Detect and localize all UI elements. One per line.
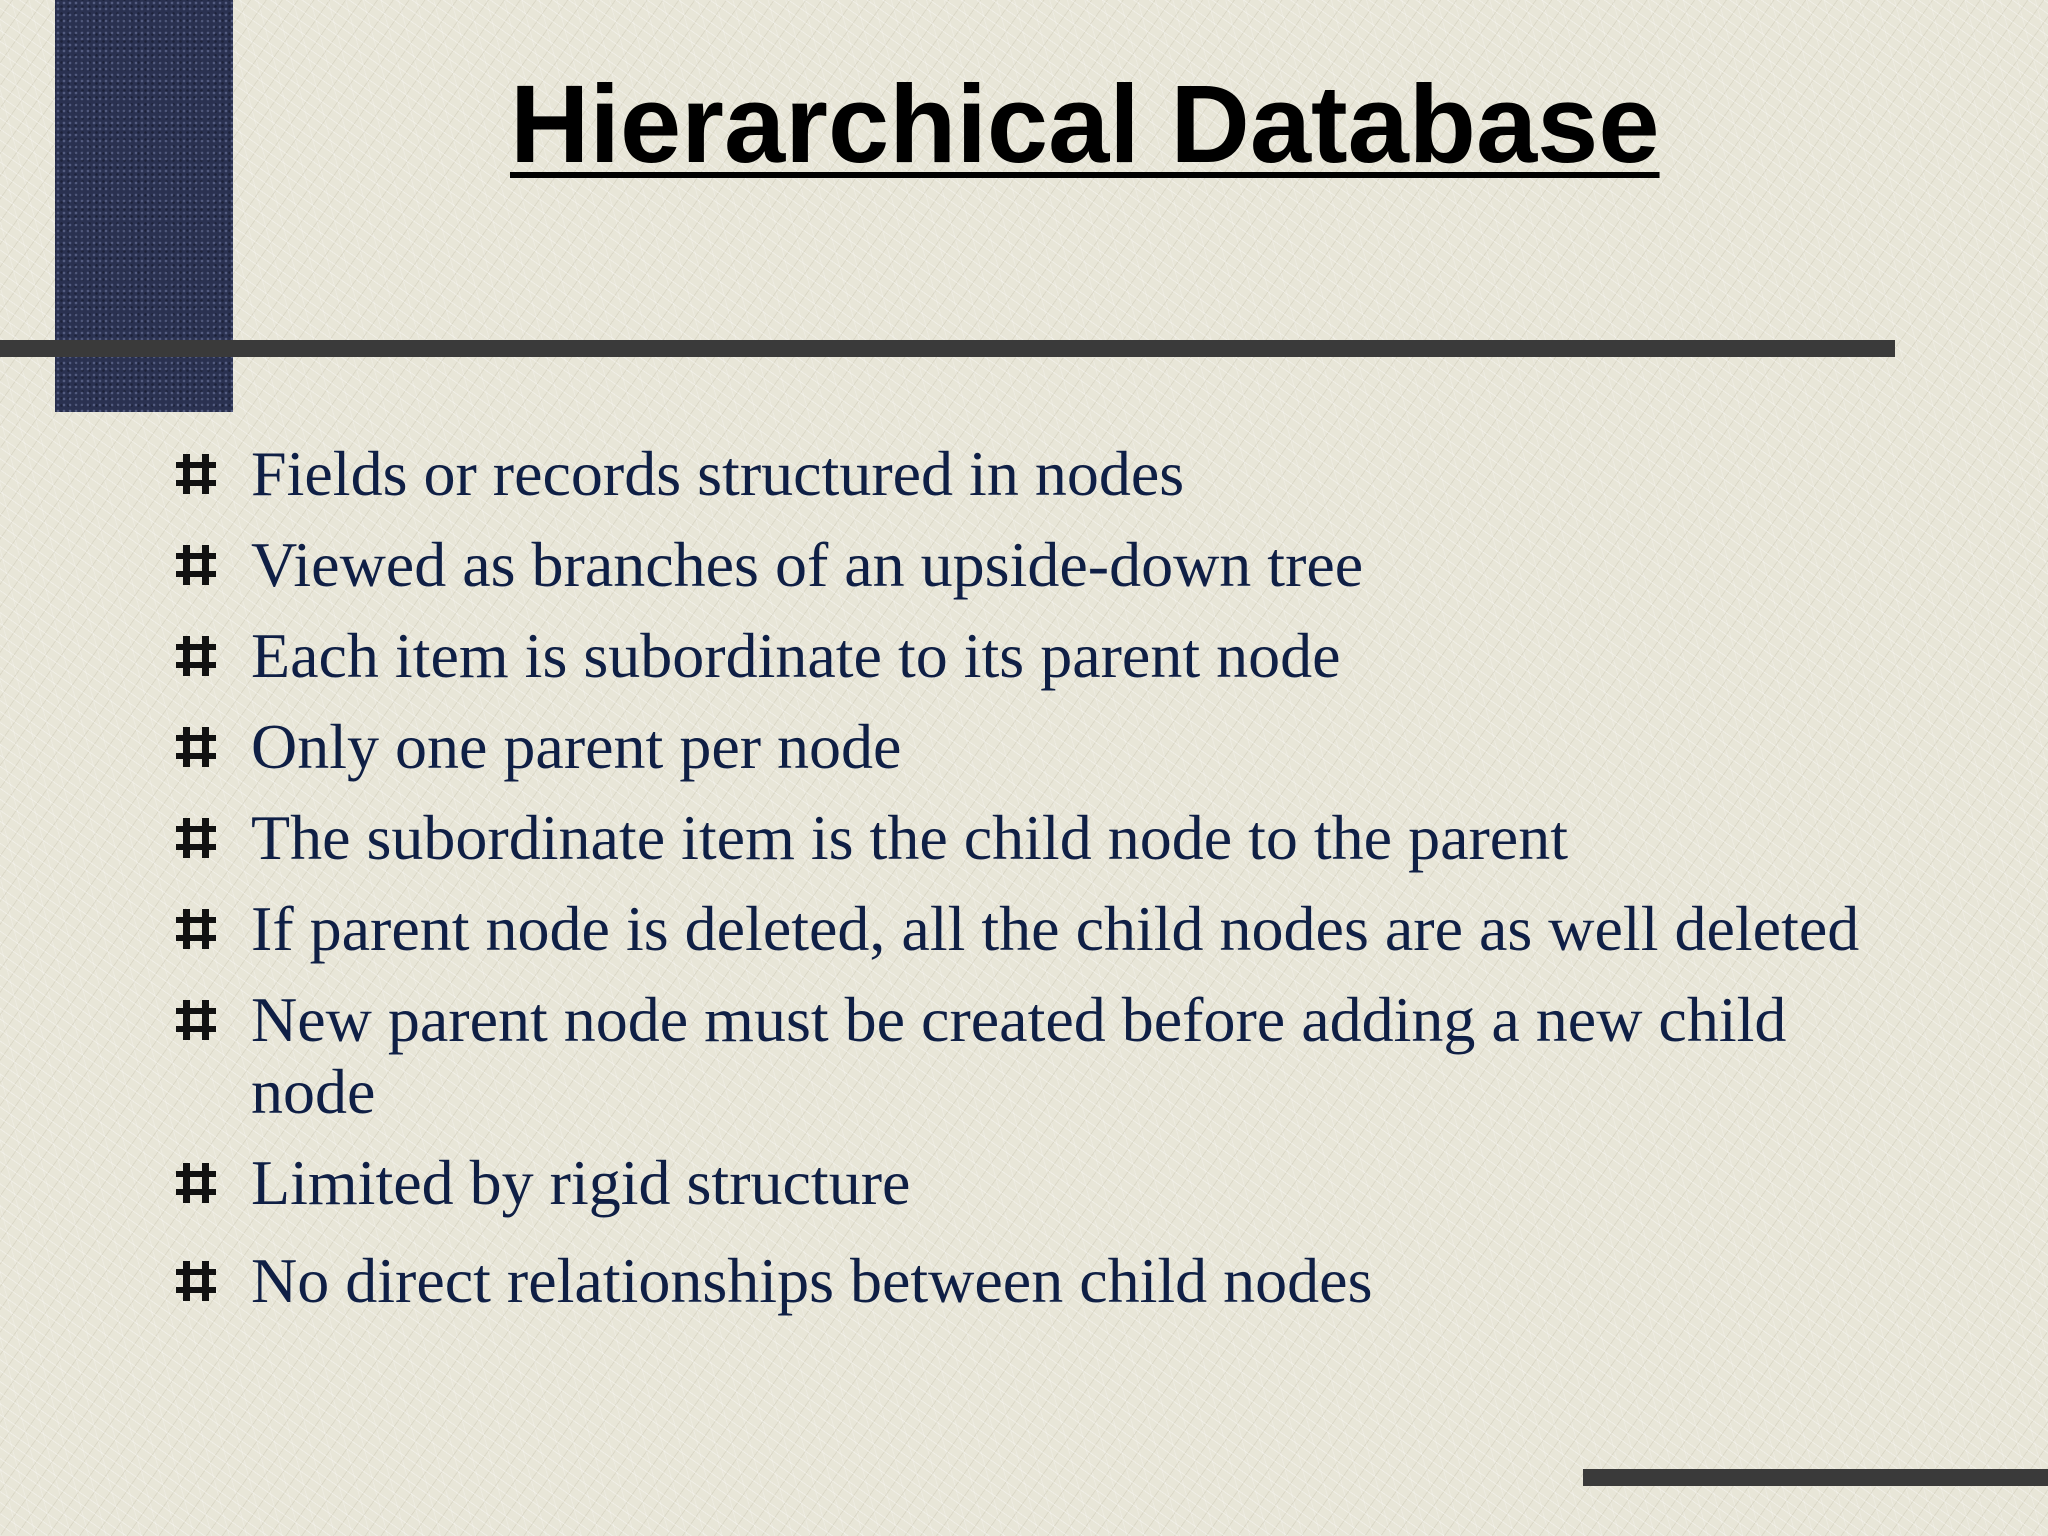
bullet-item xyxy=(170,529,1920,601)
hash-grid-icon xyxy=(174,1161,218,1205)
bullet-text: Only one parent per node xyxy=(251,711,902,782)
slide-title: Hierarchical Database xyxy=(510,63,1660,186)
hash-grid-icon xyxy=(174,998,218,1042)
hash-grid-icon xyxy=(174,543,218,587)
bullet-item xyxy=(170,438,1920,510)
bullet-text: Fields or records structured in nodes xyxy=(251,438,1185,509)
hash-grid-icon xyxy=(174,452,218,496)
bullet-list xyxy=(170,438,1920,1336)
bullet-text: Each item is subordinate to its parent node xyxy=(251,620,1341,691)
bullet-item xyxy=(170,893,1920,965)
bullet-text: No direct relationships between child nodes xyxy=(251,1245,1373,1316)
hash-grid-icon xyxy=(174,816,218,860)
bullet-item xyxy=(170,1147,1920,1219)
top-divider-rule xyxy=(0,340,1895,357)
hash-grid-icon xyxy=(174,634,218,678)
bullet-text: Viewed as branches of an upside-down tree xyxy=(251,529,1364,600)
bullet-item xyxy=(170,620,1920,692)
bullet-item xyxy=(170,984,1920,1128)
bullet-text: The subordinate item is the child node to the parent xyxy=(251,802,1568,873)
bullet-text: Limited by rigid structure xyxy=(251,1147,911,1218)
hash-grid-icon xyxy=(174,907,218,951)
bullet-item xyxy=(170,1245,1920,1317)
bullet-text: New parent node must be created before adding a new child node xyxy=(251,984,1787,1127)
bullet-item xyxy=(170,802,1920,874)
hash-grid-icon xyxy=(174,1259,218,1303)
hash-grid-icon xyxy=(174,725,218,769)
bullet-text: If parent node is deleted, all the child nodes are as well deleted xyxy=(251,893,1860,964)
bullet-item xyxy=(170,711,1920,783)
bottom-divider-rule xyxy=(1583,1469,2048,1486)
